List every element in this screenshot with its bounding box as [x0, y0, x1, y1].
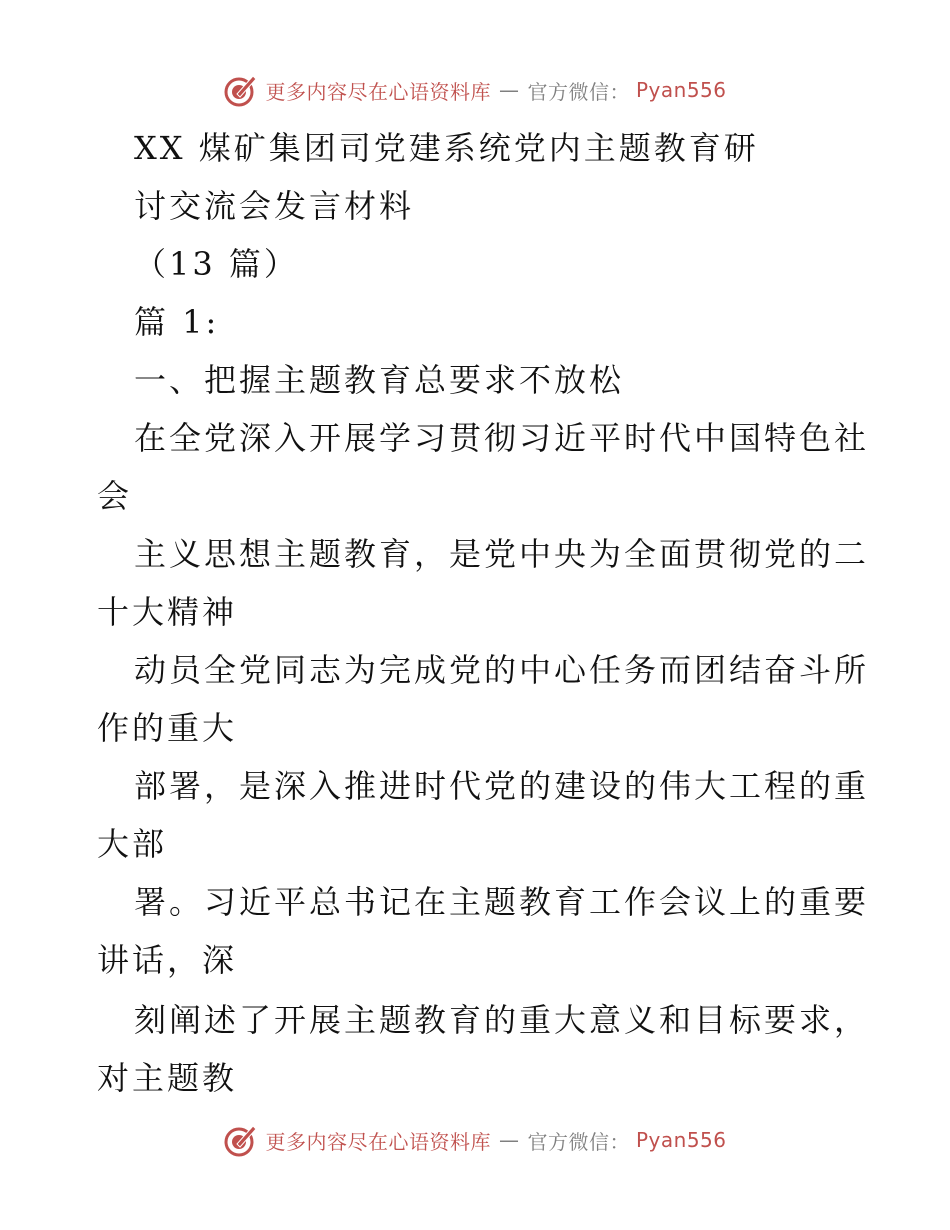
watermark-separator: —	[498, 1128, 520, 1152]
body-line: 讲话，深	[97, 941, 238, 979]
watermark-account: Pyan556	[635, 78, 727, 102]
body-line: 刻阐述了开展主题教育的重大意义和目标要求，	[134, 1001, 870, 1039]
body-line: 会	[97, 477, 133, 515]
watermark-separator: —	[498, 78, 520, 102]
document-title-line-1: XX 煤矿集团司党建系统党内主题教育研	[134, 129, 759, 167]
body-line: 署。习近平总书记在主题教育工作会议上的重要	[134, 883, 870, 921]
body-line: 十大精神	[97, 593, 238, 631]
body-line: 对主题教	[97, 1059, 238, 1097]
body-line: 动员全党同志为完成党的中心任务而团结奋斗所	[134, 651, 870, 689]
footer-watermark	[0, 1120, 950, 1160]
pen-logo-icon	[223, 1122, 259, 1158]
document-count-note: （13 篇）	[134, 245, 299, 283]
watermark-main-text: 更多内容尽在心语资料库	[265, 79, 491, 104]
watermark-main-text: 更多内容尽在心语资料库	[265, 1129, 491, 1154]
body-line: 大部	[97, 825, 168, 863]
watermark-account: Pyan556	[635, 1128, 727, 1152]
body-line: 主义思想主题教育，是党中央为全面贯彻党的二	[134, 535, 870, 573]
document-title-line-2: 讨交流会发言材料	[134, 187, 415, 225]
section-heading: 一、把握主题教育总要求不放松	[134, 361, 625, 399]
body-line: 在全党深入开展学习贯彻习近平时代中国特色社	[134, 419, 870, 457]
watermark-official-label: 官方微信：	[527, 79, 630, 104]
watermark-official-label: 官方微信：	[527, 1129, 630, 1154]
body-line: 部署，是深入推进时代党的建设的伟大工程的重	[134, 767, 870, 805]
body-line: 作的重大	[97, 709, 238, 747]
chapter-label: 篇 1:	[134, 303, 220, 341]
